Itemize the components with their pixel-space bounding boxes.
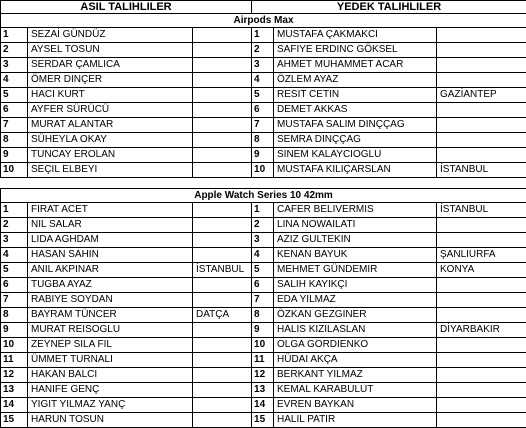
primary-name: AYSEL TOSUN	[28, 43, 193, 58]
table-row	[1, 28, 526, 43]
backup-city	[437, 383, 526, 398]
primary-city	[193, 118, 252, 133]
primary-name: ANIL AKPINAR	[28, 263, 193, 278]
backup-rank: 9	[252, 148, 274, 163]
section-title-row	[1, 189, 526, 203]
table-row	[1, 203, 526, 218]
primary-name: HAKAN BALCI	[28, 368, 193, 383]
primary-name: AYFER SÜRÜCÜ	[28, 103, 193, 118]
primary-rank: 3	[1, 58, 28, 73]
primary-rank: 5	[1, 263, 28, 278]
backup-city	[437, 398, 526, 413]
table-row	[1, 118, 526, 133]
primary-city	[193, 338, 252, 353]
primary-name: SEÇIL ELBEYI	[28, 163, 193, 178]
backup-rank: 5	[252, 263, 274, 278]
backup-rank: 4	[252, 248, 274, 263]
backup-city: KONYA	[437, 263, 526, 278]
primary-city	[193, 398, 252, 413]
primary-city: DATÇA	[193, 308, 252, 323]
backup-name: EVREN BAYKAN	[274, 398, 437, 413]
primary-name: SÜHEYLA OKAY	[28, 133, 193, 148]
table-row	[1, 278, 526, 293]
backup-rank: 8	[252, 308, 274, 323]
backup-city	[437, 278, 526, 293]
primary-name: HASAN SAHIN	[28, 248, 193, 263]
primary-rank: 12	[1, 368, 28, 383]
backup-rank: 7	[252, 118, 274, 133]
table-row	[1, 293, 526, 308]
primary-name: TUGBA AYAZ	[28, 278, 193, 293]
primary-name: TUNCAY EROLAN	[28, 148, 193, 163]
backup-city	[437, 353, 526, 368]
primary-name: ÖMER DINÇER	[28, 73, 193, 88]
backup-name: BERKANT YILMAZ	[274, 368, 437, 383]
primary-city	[193, 73, 252, 88]
table-row	[1, 73, 526, 88]
backup-city	[437, 148, 526, 163]
table-row	[1, 148, 526, 163]
table-row	[1, 338, 526, 353]
primary-rank: 10	[1, 163, 28, 178]
table-row	[1, 88, 526, 103]
backup-city	[437, 218, 526, 233]
primary-rank: 4	[1, 248, 28, 263]
backup-rank: 8	[252, 133, 274, 148]
prize-title: Apple Watch Series 10 42mm	[1, 189, 526, 203]
prize-title: Airpods Max	[1, 14, 526, 28]
table-row	[1, 398, 526, 413]
spacer-cell	[1, 178, 526, 189]
primary-rank: 1	[1, 28, 28, 43]
primary-rank: 14	[1, 398, 28, 413]
primary-rank: 4	[1, 73, 28, 88]
backup-city	[437, 118, 526, 133]
primary-rank: 8	[1, 133, 28, 148]
backup-name: SINEM KALAYCIOGLU	[274, 148, 437, 163]
backup-rank: 14	[252, 398, 274, 413]
backup-city	[437, 233, 526, 248]
primary-name: HANIFE GENÇ	[28, 383, 193, 398]
backup-city: ŞANLIURFA	[437, 248, 526, 263]
backup-rank: 15	[252, 413, 274, 428]
primary-name: MURAT REISOGLU	[28, 323, 193, 338]
backup-name: SEMRA DINÇÇAG	[274, 133, 437, 148]
table-row	[1, 413, 526, 428]
primary-rank: 3	[1, 233, 28, 248]
primary-rank: 2	[1, 218, 28, 233]
primary-rank: 1	[1, 203, 28, 218]
table-row	[1, 263, 526, 278]
primary-city	[193, 293, 252, 308]
backup-city: GAZİANTEP	[437, 88, 526, 103]
backup-city	[437, 413, 526, 428]
primary-name: ÜMMET TURNALI	[28, 353, 193, 368]
table-row	[1, 353, 526, 368]
backup-name: MUSTAFA ÇAKMAKCI	[274, 28, 437, 43]
backup-city	[437, 368, 526, 383]
backup-rank: 12	[252, 368, 274, 383]
primary-rank: 15	[1, 413, 28, 428]
table-row	[1, 133, 526, 148]
table-row	[1, 233, 526, 248]
table-row	[1, 248, 526, 263]
primary-city	[193, 103, 252, 118]
backup-rank: 1	[252, 28, 274, 43]
primary-city	[193, 133, 252, 148]
primary-name: RABIYE SOYDAN	[28, 293, 193, 308]
primary-rank: 9	[1, 323, 28, 338]
primary-winners-header: ASIL TALIHLILER	[1, 1, 252, 14]
primary-city	[193, 233, 252, 248]
primary-rank: 11	[1, 353, 28, 368]
header-row	[1, 1, 526, 14]
backup-rank: 6	[252, 278, 274, 293]
backup-name: DEMET AKKAS	[274, 103, 437, 118]
primary-city	[193, 353, 252, 368]
primary-city	[193, 218, 252, 233]
backup-city	[437, 73, 526, 88]
primary-rank: 7	[1, 293, 28, 308]
primary-rank: 6	[1, 278, 28, 293]
primary-rank: 13	[1, 383, 28, 398]
primary-city	[193, 203, 252, 218]
backup-rank: 3	[252, 58, 274, 73]
primary-name: SERDAR ÇAMLICA	[28, 58, 193, 73]
backup-rank: 3	[252, 233, 274, 248]
backup-rank: 6	[252, 103, 274, 118]
primary-city	[193, 383, 252, 398]
backup-name: HALIS KIZILASLAN	[274, 323, 437, 338]
backup-rank: 7	[252, 293, 274, 308]
primary-name: HARUN TOSUN	[28, 413, 193, 428]
primary-name: FIRAT ACET	[28, 203, 193, 218]
backup-city	[437, 338, 526, 353]
backup-city	[437, 43, 526, 58]
primary-rank: 9	[1, 148, 28, 163]
table-row	[1, 218, 526, 233]
backup-city: İSTANBUL	[437, 203, 526, 218]
backup-name: ÖZKAN GEZGINER	[274, 308, 437, 323]
winners-body	[1, 14, 526, 428]
backup-rank: 2	[252, 218, 274, 233]
backup-city: DİYARBAKIR	[437, 323, 526, 338]
primary-city	[193, 413, 252, 428]
backup-name: ÖZLEM AYAZ	[274, 73, 437, 88]
backup-name: OLGA GORDIENKO	[274, 338, 437, 353]
backup-city	[437, 103, 526, 118]
backup-name: KENAN BAYUK	[274, 248, 437, 263]
primary-city: İSTANBUL	[193, 263, 252, 278]
primary-city	[193, 248, 252, 263]
primary-name: SEZAİ GÜNDÜZ	[28, 28, 193, 43]
backup-city	[437, 133, 526, 148]
backup-name: HALIL PATIR	[274, 413, 437, 428]
primary-name: YIGIT YILMAZ YANÇ	[28, 398, 193, 413]
backup-rank: 11	[252, 353, 274, 368]
primary-city	[193, 58, 252, 73]
backup-city	[437, 308, 526, 323]
primary-city	[193, 278, 252, 293]
primary-city	[193, 163, 252, 178]
section-title-row	[1, 14, 526, 28]
primary-city	[193, 43, 252, 58]
backup-city	[437, 293, 526, 308]
table-row	[1, 323, 526, 338]
section-spacer	[1, 178, 526, 189]
primary-rank: 6	[1, 103, 28, 118]
table-row	[1, 43, 526, 58]
backup-rank: 10	[252, 163, 274, 178]
backup-winners-header: YEDEK TALIHLILER	[252, 1, 526, 14]
backup-name: RESIT CETIN	[274, 88, 437, 103]
backup-name: MEHMET GÜNDEMIR	[274, 263, 437, 278]
table-row	[1, 383, 526, 398]
backup-name: MUSTAFA SALIM DINÇÇAG	[274, 118, 437, 133]
table-row	[1, 368, 526, 383]
primary-name: HACI KURT	[28, 88, 193, 103]
primary-city	[193, 368, 252, 383]
backup-name: EDA YILMAZ	[274, 293, 437, 308]
backup-rank: 9	[252, 323, 274, 338]
primary-rank: 10	[1, 338, 28, 353]
backup-name: HÜDAI AKÇA	[274, 353, 437, 368]
primary-rank: 2	[1, 43, 28, 58]
table-row	[1, 163, 526, 178]
primary-name: BAYRAM TÜNCER	[28, 308, 193, 323]
backup-name: LINA NOWAILATI	[274, 218, 437, 233]
primary-name: MURAT ALANTAR	[28, 118, 193, 133]
backup-city	[437, 58, 526, 73]
backup-name: MUSTAFA KILIÇARSLAN	[274, 163, 437, 178]
backup-rank: 10	[252, 338, 274, 353]
backup-name: CAFER BELIVERMIS	[274, 203, 437, 218]
backup-rank: 1	[252, 203, 274, 218]
primary-city	[193, 323, 252, 338]
backup-name: KEMAL KARABULUT	[274, 383, 437, 398]
primary-name: ZEYNEP SILA FIL	[28, 338, 193, 353]
backup-name: AZIZ GULTEKIN	[274, 233, 437, 248]
table-row	[1, 308, 526, 323]
backup-name: SAFIYE ERDINC GÖKSEL	[274, 43, 437, 58]
backup-rank: 2	[252, 43, 274, 58]
primary-rank: 5	[1, 88, 28, 103]
primary-rank: 7	[1, 118, 28, 133]
primary-name: NIL SALAR	[28, 218, 193, 233]
primary-city	[193, 88, 252, 103]
backup-rank: 5	[252, 88, 274, 103]
table-row	[1, 103, 526, 118]
backup-name: AHMET MUHAMMET ACAR	[274, 58, 437, 73]
backup-rank: 4	[252, 73, 274, 88]
primary-rank: 8	[1, 308, 28, 323]
primary-city	[193, 148, 252, 163]
backup-city	[437, 28, 526, 43]
primary-name: LIDA AGHDAM	[28, 233, 193, 248]
primary-city	[193, 28, 252, 43]
backup-city: İSTANBUL	[437, 163, 526, 178]
table-row	[1, 58, 526, 73]
backup-name: SALIH KAYIKÇI	[274, 278, 437, 293]
backup-rank: 13	[252, 383, 274, 398]
